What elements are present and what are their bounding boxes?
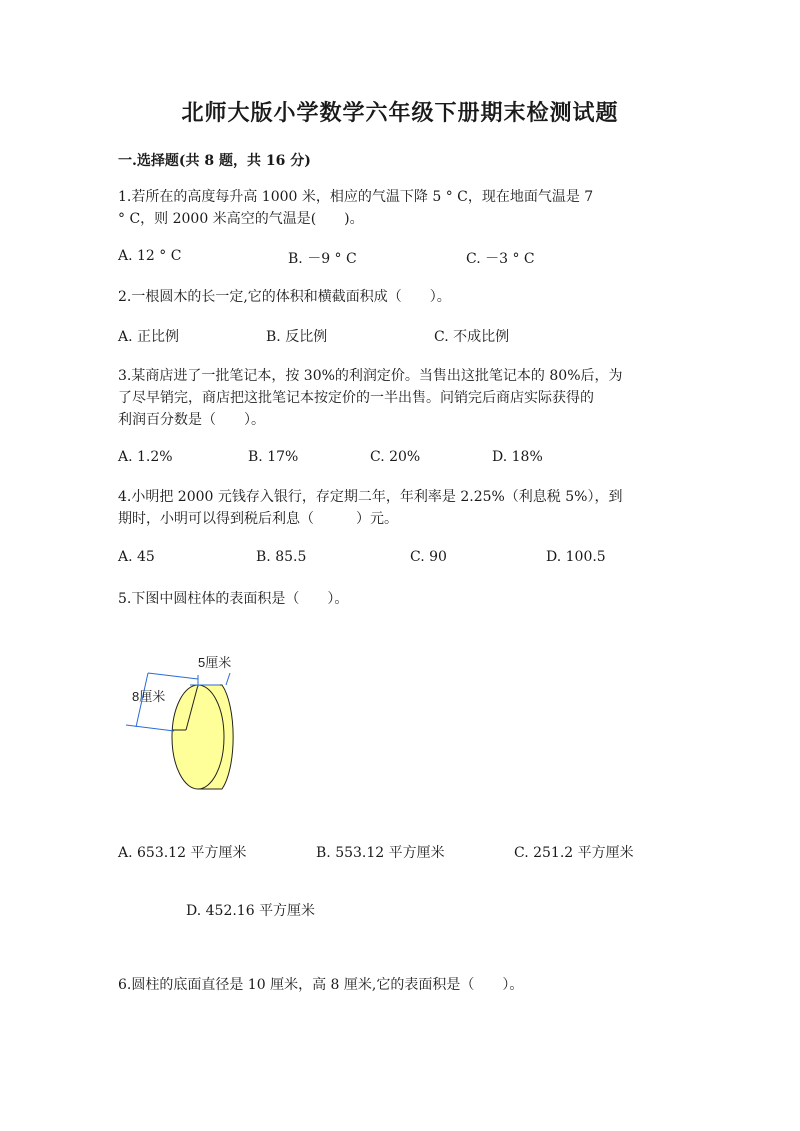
question-line: 利润百分数是（ ）。 [118, 412, 265, 428]
option-d[interactable]: D. 452.16 平方厘米 [186, 903, 316, 919]
option-c[interactable]: C. 不成比例 [434, 329, 510, 345]
height-label: 5厘米 [198, 655, 232, 670]
option-d[interactable]: D. 18% [492, 449, 543, 465]
question-line: 2.一根圆木的长一定,它的体积和横截面积成（ ）。 [118, 289, 451, 305]
option-b[interactable]: B. －9 ° C [288, 251, 357, 267]
option-c[interactable]: C. 251.2 平方厘米 [514, 845, 634, 861]
question-5-options-row2 [118, 900, 718, 922]
question-line: 6.圆柱的底面直径是 10 厘米，高 8 厘米,它的表面积是（ ）。 [118, 977, 524, 993]
option-c[interactable]: C. －3 ° C [466, 251, 535, 267]
cylinder-figure [118, 645, 258, 805]
question-line: 5.下图中圆柱体的表面积是（ ）。 [118, 591, 349, 607]
question-3 [118, 365, 688, 431]
option-a[interactable]: A. 1.2% [118, 449, 173, 465]
question-line: 了尽早销完，商店把这批笔记本按定价的一半出售。问销完后商店实际获得的 [118, 390, 594, 406]
question-line: 4.小明把 2000 元钱存入银行，存定期二年，年利率是 2.25%（利息税 5%），到 [118, 489, 623, 505]
question-5-options [118, 842, 718, 864]
question-4-options [118, 549, 718, 571]
question-4 [118, 486, 688, 530]
option-b[interactable]: B. 553.12 平方厘米 [316, 845, 445, 861]
cylinder-face [172, 685, 224, 789]
option-c[interactable]: C. 90 [410, 549, 447, 565]
question-line: 期时，小明可以得到税后利息（ ）元。 [118, 511, 398, 527]
option-b[interactable]: B. 反比例 [266, 329, 328, 345]
question-5 [118, 588, 688, 610]
page-title: 北师大版小学数学六年级下册期末检测试题 [181, 100, 619, 126]
option-d[interactable]: D. 100.5 [546, 549, 606, 565]
option-a[interactable]: A. 12 ° C [118, 248, 182, 264]
radius-label: 8厘米 [132, 689, 166, 704]
question-6 [118, 974, 688, 996]
radius-dimension [126, 725, 174, 731]
option-a[interactable]: A. 45 [118, 549, 155, 565]
question-1-options [118, 248, 718, 270]
option-a[interactable]: A. 653.12 平方厘米 [118, 845, 247, 861]
option-b[interactable]: B. 85.5 [256, 549, 307, 565]
question-2-options [118, 326, 718, 348]
question-2 [118, 286, 688, 308]
option-a[interactable]: A. 正比例 [118, 329, 180, 345]
height-dimension [226, 673, 230, 685]
question-1 [118, 186, 688, 230]
question-line: 3.某商店进了一批笔记本，按 30%的利润定价。当售出这批笔记本的 80%后，为 [118, 368, 623, 384]
radius-dimension [148, 673, 198, 679]
option-c[interactable]: C. 20% [370, 449, 421, 465]
question-line: 1.若所在的高度每升高 1000 米，相应的气温下降 5 ° C，现在地面气温是 7 [118, 189, 594, 205]
option-b[interactable]: B. 17% [248, 449, 299, 465]
question-3-options [118, 449, 718, 471]
question-line: ° C，则 2000 米高空的气温是( )。 [118, 211, 364, 227]
section-heading: 一.选择题(共 8 题，共 16 分) [118, 153, 311, 169]
